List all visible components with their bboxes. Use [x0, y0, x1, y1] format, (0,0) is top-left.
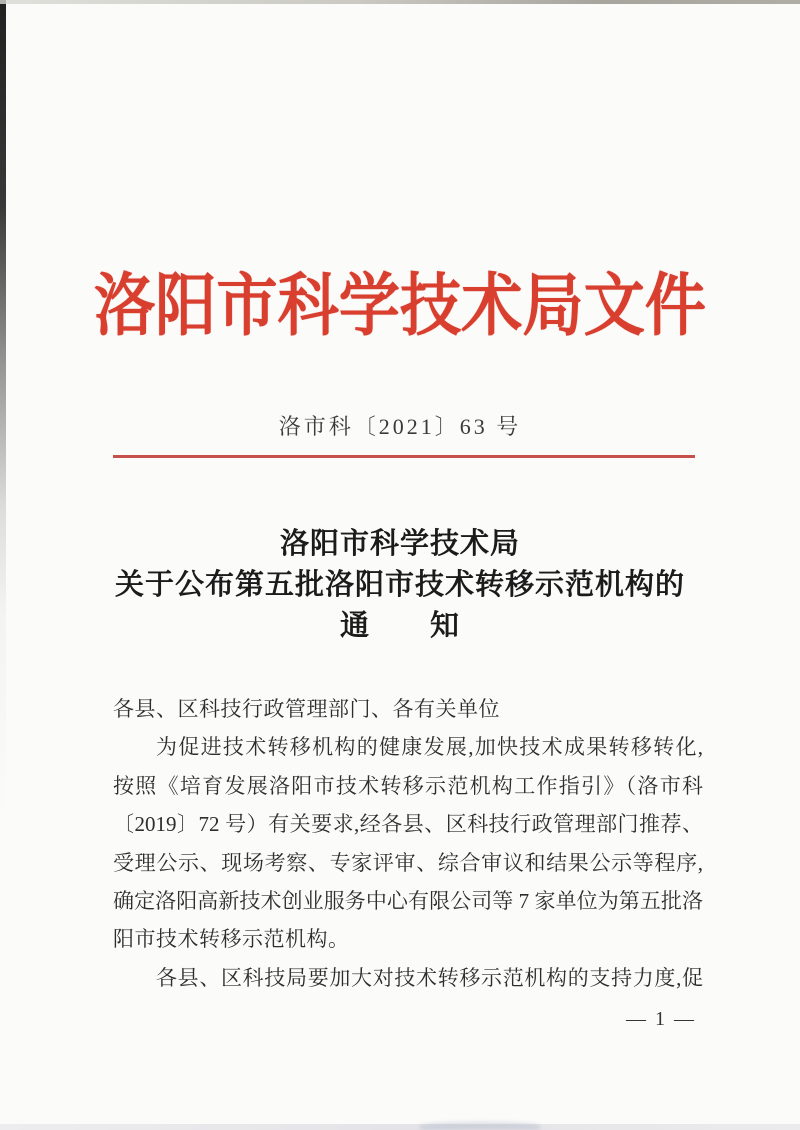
notice-title-line3: 通 知 — [339, 610, 460, 642]
scan-smudge — [420, 1122, 540, 1130]
body-line: 受理公示、现场考察、专家评审、综合审议和结果公示等程序, — [113, 850, 703, 875]
red-divider-line — [113, 455, 695, 458]
notice-title-line2: 关于公布第五批洛阳市技术转移示范机构的 — [114, 569, 685, 601]
notice-title-line1: 洛阳市科学技术局 — [279, 528, 520, 560]
body-line: 按照《培育发展洛阳市技术转移示范机构工作指引》（洛市科 — [113, 773, 703, 798]
body-line: 为促进技术转移机构的健康发展,加快技术成果转移转化, — [156, 735, 703, 760]
page-number: — 1 — — [626, 1008, 696, 1030]
letterhead-title: 洛阳市科学技术局文件 — [93, 268, 706, 344]
body-line: 〔2019〕72 号）有关要求,经各县、区科技行政管理部门推荐、 — [113, 812, 703, 837]
document-number: 洛市科〔2021〕63 号 — [278, 414, 522, 439]
body-line: 各县、区科技行政管理部门、各有关单位 — [113, 697, 500, 721]
body-line: 阳市技术转移示范机构。 — [113, 927, 350, 952]
body-line: 确定洛阳高新技术创业服务中心有限公司等 7 家单位为第五批洛 — [113, 889, 703, 914]
scan-edge-bottom — [0, 1124, 800, 1130]
body-line: 各县、区科技局要加大对技术转移示范机构的支持力度,促 — [156, 965, 703, 990]
document-body — [113, 690, 703, 997]
scan-edge-top — [0, 0, 800, 4]
notice-title-block — [0, 524, 800, 647]
